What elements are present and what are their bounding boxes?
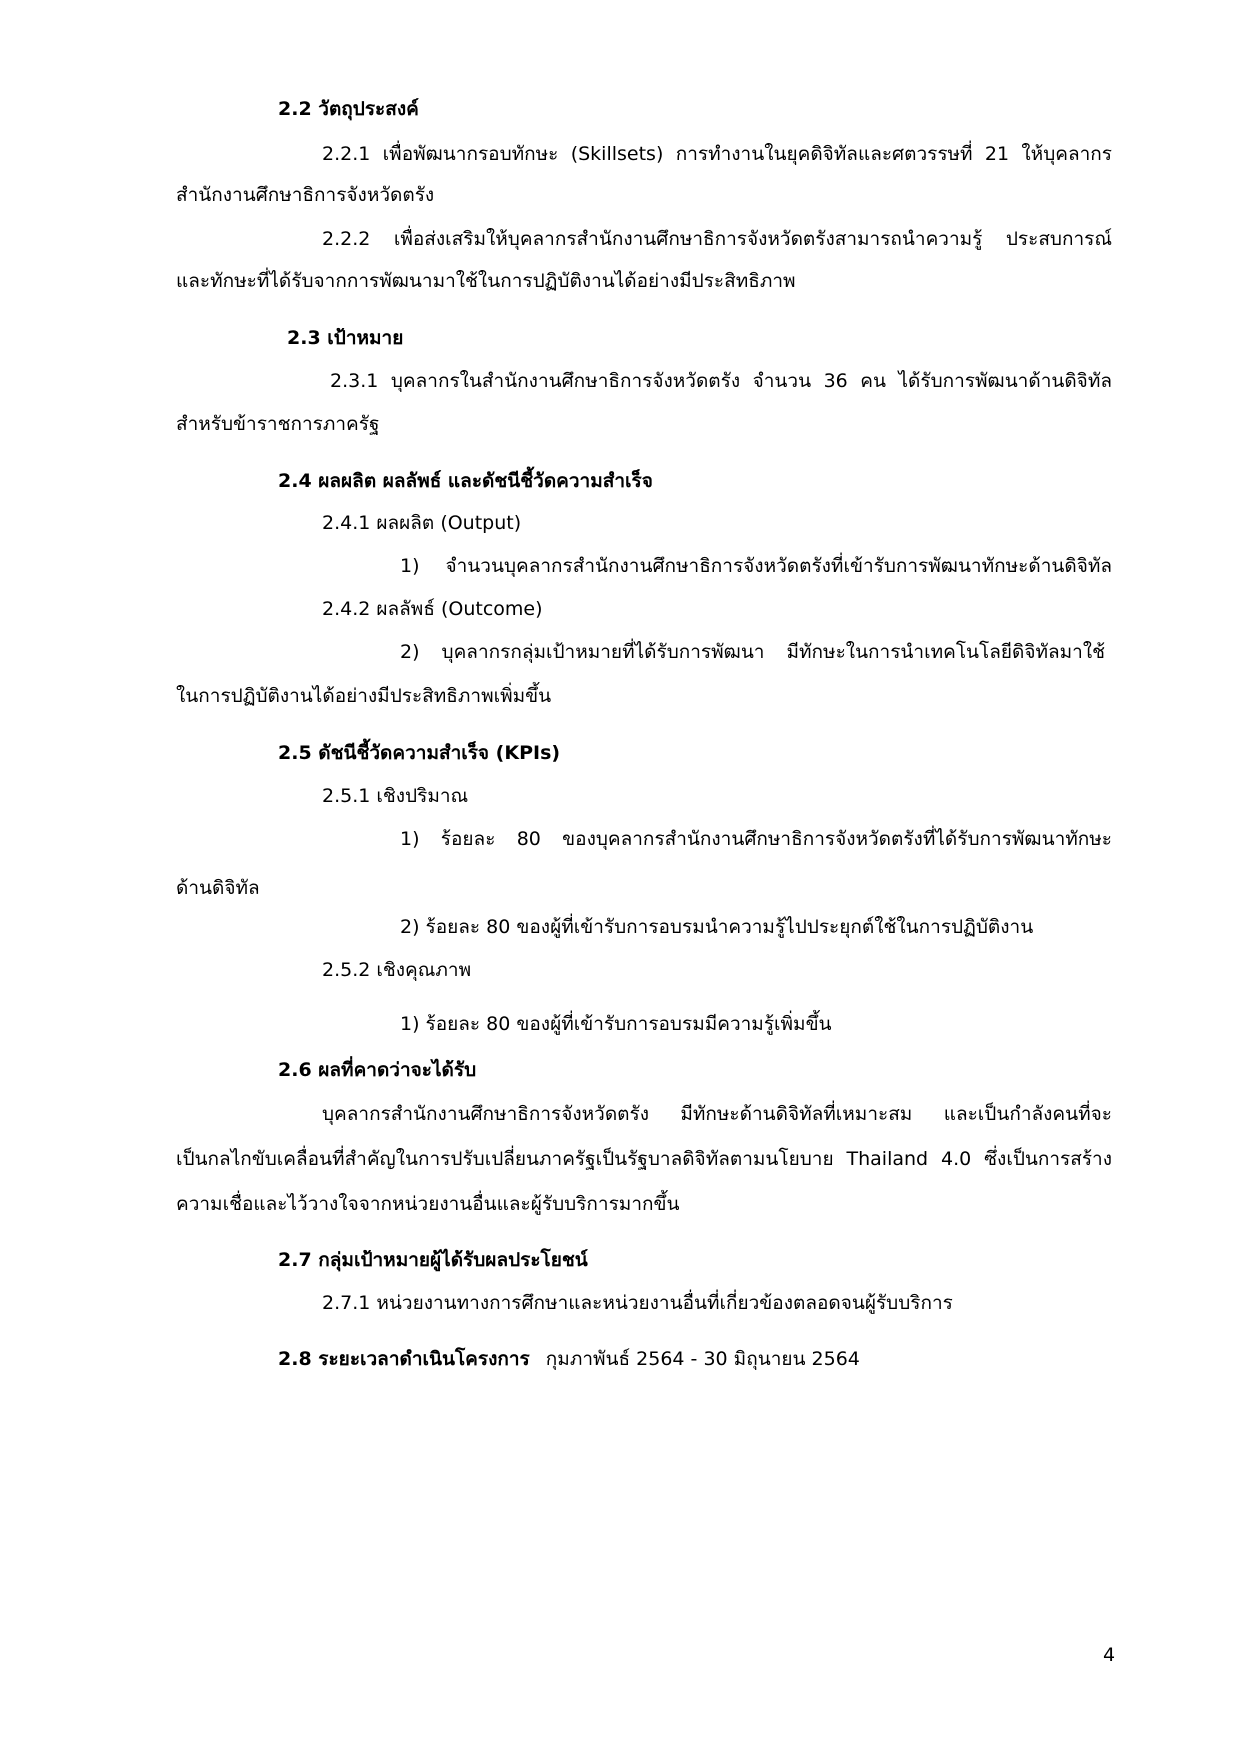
section-2-5-1-item1-line1: 1) ร้อยละ 80 ของบุคลากรสำนักงานศึกษาธิการจังหวัดตรังที่ได้รับการพัฒนาทักษะ — [400, 828, 1112, 850]
section-2-5-1-label: 2.5.1 เชิงปริมาณ — [322, 785, 469, 807]
section-2-6-line2: เป็นกลไกขับเคลื่อนที่สำคัญในการปรับเปลี่ยนภาครัฐเป็นรัฐบาลดิจิทัลตามนโยบาย Thailand 4.0 ซึ่งเป็นการสร้าง — [176, 1148, 1112, 1170]
section-2-3-heading: 2.3 เป้าหมาย — [287, 327, 404, 349]
section-2-3-1-line1: 2.3.1 บุคลากรในสำนักงานศึกษาธิการจังหวัดตรัง จำนวน 36 คน ได้รับการพัฒนาด้านดิจิทัล — [330, 370, 1112, 392]
section-2-2-2-line1: 2.2.2 เพื่อส่งเสริมให้บุคลากรสำนักงานศึกษาธิการจังหวัดตรังสามารถนำความรู้ ประสบการณ์ — [322, 228, 1112, 250]
section-2-5-2-item1: 1) ร้อยละ 80 ของผู้ที่เข้ารับการอบรมมีความรู้เพิ่มขึ้น — [400, 1013, 832, 1035]
section-2-4-2-item2-line1: 2) บุคลากรกลุ่มเป้าหมายที่ได้รับการพัฒนา มีทักษะในการนำเทคโนโลยีดิจิทัลมาใช้ — [400, 641, 1105, 663]
section-2-6-line3: ความเชื่อและไว้วางใจจากหน่วยงานอื่นและผู้รับบริการมากขึ้น — [176, 1193, 680, 1215]
section-2-3-1-line2: สำหรับข้าราชการภาครัฐ — [176, 413, 380, 435]
section-2-4-1-item1: 1) จำนวนบุคลากรสำนักงานศึกษาธิการจังหวัดตรังที่เข้ารับการพัฒนาทักษะด้านดิจิทัล — [400, 555, 1112, 577]
section-2-5-1-item1-line2: ด้านดิจิทัล — [176, 877, 260, 899]
section-2-7-heading: 2.7 กลุ่มเป้าหมายผู้ได้รับผลประโยชน์ — [278, 1249, 588, 1271]
section-2-8-period: กุมภาพันธ์ 2564 - 30 มิถุนายน 2564 — [545, 1348, 860, 1370]
section-2-5-2-label: 2.5.2 เชิงคุณภาพ — [322, 959, 472, 981]
section-2-6-line1: บุคลากรสำนักงานศึกษาธิการจังหวัดตรัง มีทักษะด้านดิจิทัลที่เหมาะสม และเป็นกำลังคนที่จะ — [322, 1103, 1112, 1125]
section-2-2-heading: 2.2 วัตถุประสงค์ — [278, 98, 419, 120]
section-2-5-1-item2: 2) ร้อยละ 80 ของผู้ที่เข้ารับการอบรมนำความรู้ไปประยุกต์ใช้ในการปฏิบัติงาน — [400, 916, 1034, 938]
section-2-2-1-line1: 2.2.1 เพื่อพัฒนากรอบทักษะ (Skillsets) การทำงานในยุคดิจิทัลและศตวรรษที่ 21 ให้บุคลากร — [322, 143, 1112, 165]
section-2-5-heading: 2.5 ดัชนีชี้วัดความสำเร็จ (KPIs) — [278, 742, 561, 764]
section-2-4-1-label: 2.4.1 ผลผลิต (Output) — [322, 512, 522, 534]
section-2-8-row — [278, 1344, 860, 1374]
section-2-4-heading: 2.4 ผลผลิต ผลลัพธ์ และดัชนีชี้วัดความสำเร็จ — [278, 470, 653, 492]
section-2-2-1-line2: สำนักงานศึกษาธิการจังหวัดตรัง — [176, 184, 435, 206]
section-2-8-heading: 2.8 ระยะเวลาดำเนินโครงการ — [278, 1348, 530, 1370]
page-number: 4 — [1103, 1644, 1116, 1666]
section-2-2-2-line2: และทักษะที่ได้รับจากการพัฒนามาใช้ในการปฏิบัติงานได้อย่างมีประสิทธิภาพ — [176, 270, 796, 292]
section-2-6-heading: 2.6 ผลที่คาดว่าจะได้รับ — [278, 1059, 477, 1081]
section-2-7-1-item: 2.7.1 หน่วยงานทางการศึกษาและหน่วยงานอื่นที่เกี่ยวข้องตลอดจนผู้รับบริการ — [322, 1292, 953, 1314]
section-2-4-2-item2-line2: ในการปฏิบัติงานได้อย่างมีประสิทธิภาพเพิ่มขึ้น — [176, 685, 552, 707]
section-2-4-2-label: 2.4.2 ผลลัพธ์ (Outcome) — [322, 598, 543, 620]
